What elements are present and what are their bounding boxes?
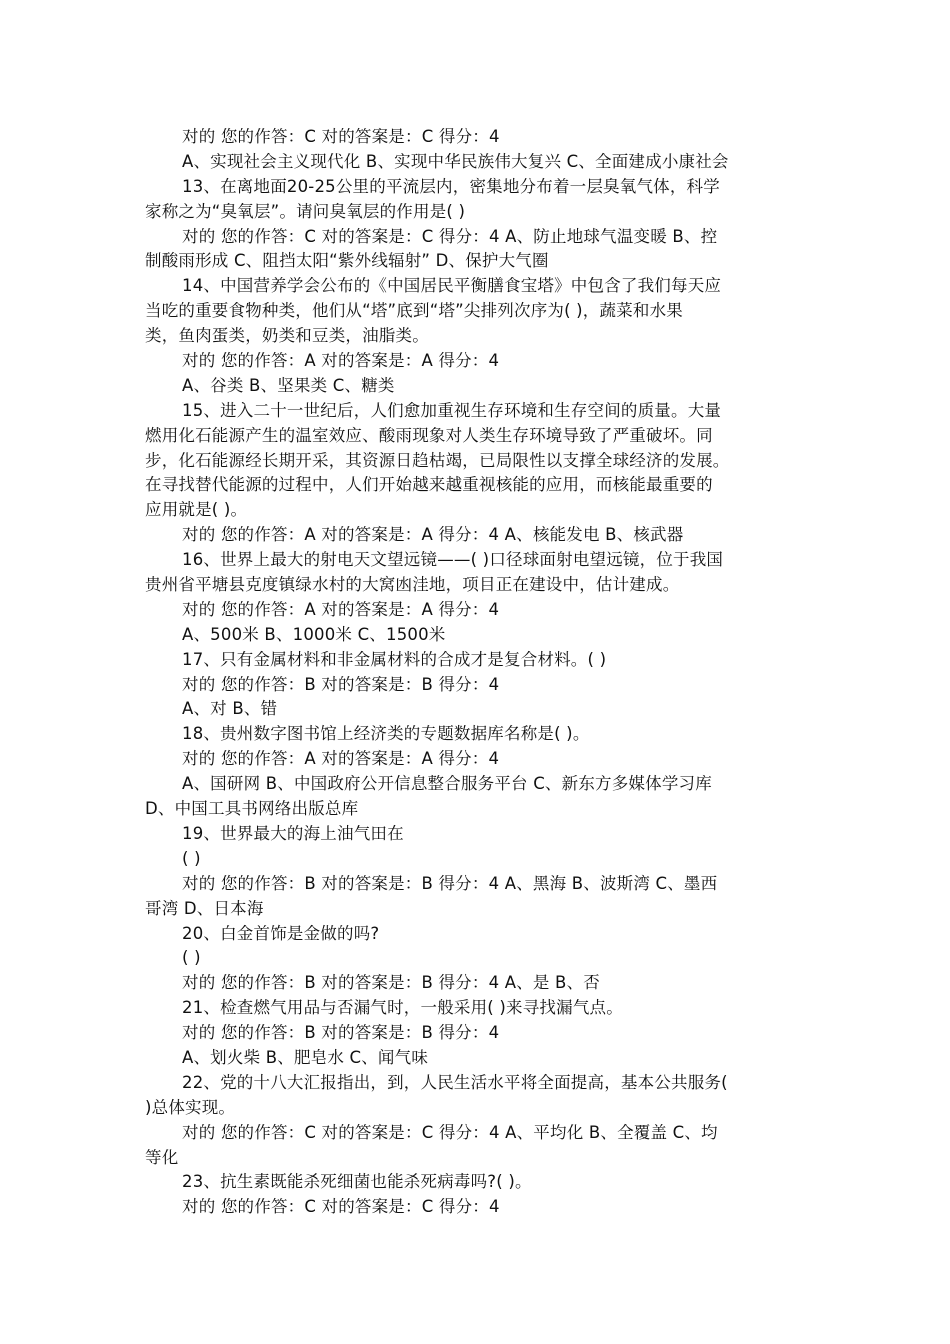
text-line: 对的 您的作答：C 对的答案是：C 得分：4 [182, 1197, 500, 1217]
text-line: 21、检查燃气用品与否漏气时，一般采用( )来寻找漏气点。 [182, 998, 623, 1018]
text-line: 对的 您的作答：A 对的答案是：A 得分：4 [182, 749, 500, 769]
text-line: 对的 您的作答：B 对的答案是：B 得分：4 A、是 B、否 [182, 973, 600, 993]
text-line: 对的 您的作答：B 对的答案是：B 得分：4 [182, 674, 500, 694]
text-line: 对的 您的作答：C 对的答案是：C 得分：4 [182, 127, 500, 146]
text-line: A、划火柴 B、肥皂水 C、闻气味 [182, 1047, 429, 1067]
text-line: 23、抗生素既能杀死细菌也能杀死病毒吗?( )。 [182, 1172, 532, 1192]
text-line: )总体实现。 [145, 1097, 236, 1117]
text-line: 15、进入二十一世纪后，人们愈加重视生存环境和生存空间的质量。大量 [182, 400, 722, 420]
text-line: 对的 您的作答：B 对的答案是：B 得分：4 [182, 1023, 500, 1043]
text-line: 等化 [145, 1147, 179, 1167]
text-line: 对的 您的作答：C 对的答案是：C 得分：4 A、防止地球气温变暖 B、控 [182, 226, 718, 246]
text-line: 哥湾 D、日本海 [145, 898, 264, 918]
text-line: 应用就是( )。 [145, 500, 248, 520]
text-line: 22、党的十八大汇报指出，到，人民生活水平将全面提高，基本公共服务( [182, 1072, 728, 1092]
text-line: 对的 您的作答：B 对的答案是：B 得分：4 A、黑海 B、波斯湾 C、墨西 [182, 873, 718, 893]
text-line: 对的 您的作答：A 对的答案是：A 得分：4 A、核能发电 B、核武器 [182, 525, 684, 545]
text-line: A、对 B、错 [182, 699, 278, 719]
text-line: A、国研网 B、中国政府公开信息整合服务平台 C、新东方多媒体学习库 [182, 774, 712, 794]
text-line: 16、世界上最大的射电天文望远镜——( )口径球面射电望远镜，位于我国 [182, 550, 724, 570]
text-line: A、实现社会主义现代化 B、实现中华民族伟大复兴 C、全面建成小康社会 [182, 151, 729, 171]
text-line: 18、贵州数字图书馆上经济类的专题数据库名称是( )。 [182, 724, 590, 744]
text-line: 当吃的重要食物种类，他们从“塔”底到“塔”尖排列次序为( )，蔬菜和水果 [145, 301, 684, 321]
text-line: 对的 您的作答：C 对的答案是：C 得分：4 A、平均化 B、全覆盖 C、均 [182, 1122, 718, 1142]
text-line: ( ) [182, 848, 201, 868]
text-line: D、中国工具书网络出版总库 [145, 799, 359, 819]
text-line: A、500米 B、1000米 C、1500米 [182, 624, 446, 644]
text-line: 对的 您的作答：A 对的答案是：A 得分：4 [182, 351, 500, 371]
text-line: 对的 您的作答：A 对的答案是：A 得分：4 [182, 599, 500, 619]
text-line: 家称之为“臭氧层”。请问臭氧层的作用是( ) [145, 201, 466, 221]
text-line: 步，化石能源经长期开采，其资源日趋枯竭，已局限性以支撑全球经济的发展。 [145, 450, 730, 470]
text-line: ( ) [182, 948, 201, 968]
text-line: 19、世界最大的海上油气田在 [182, 823, 404, 843]
text-line: 贵州省平塘县克度镇绿水村的大窝凼洼地，项目正在建设中，估计建成。 [145, 575, 680, 595]
document-body [145, 125, 813, 1220]
text-line: 燃用化石能源产生的温室效应、酸雨现象对人类生存环境导致了严重破坏。同 [145, 425, 713, 445]
text-line: 在寻找替代能源的过程中，人们开始越来越重视核能的应用，而核能最重要的 [145, 475, 713, 495]
text-line: 13、在离地面20-25公里的平流层内，密集地分布着一层臭氧气体，科学 [182, 176, 720, 196]
text-line: 20、白金首饰是金做的吗? [182, 923, 380, 943]
text-line: 制酸雨形成 C、阻挡太阳“紫外线辐射” D、保护大气圈 [145, 251, 549, 271]
text-line: 17、只有金属材料和非金属材料的合成才是复合材料。( ) [182, 649, 607, 669]
text-line: A、谷类 B、坚果类 C、糖类 [182, 375, 395, 395]
text-line: 类，鱼肉蛋类，奶类和豆类，油脂类。 [145, 326, 429, 346]
text-line: 14、中国营养学会公布的《中国居民平衡膳食宝塔》中包含了我们每天应 [182, 276, 722, 296]
